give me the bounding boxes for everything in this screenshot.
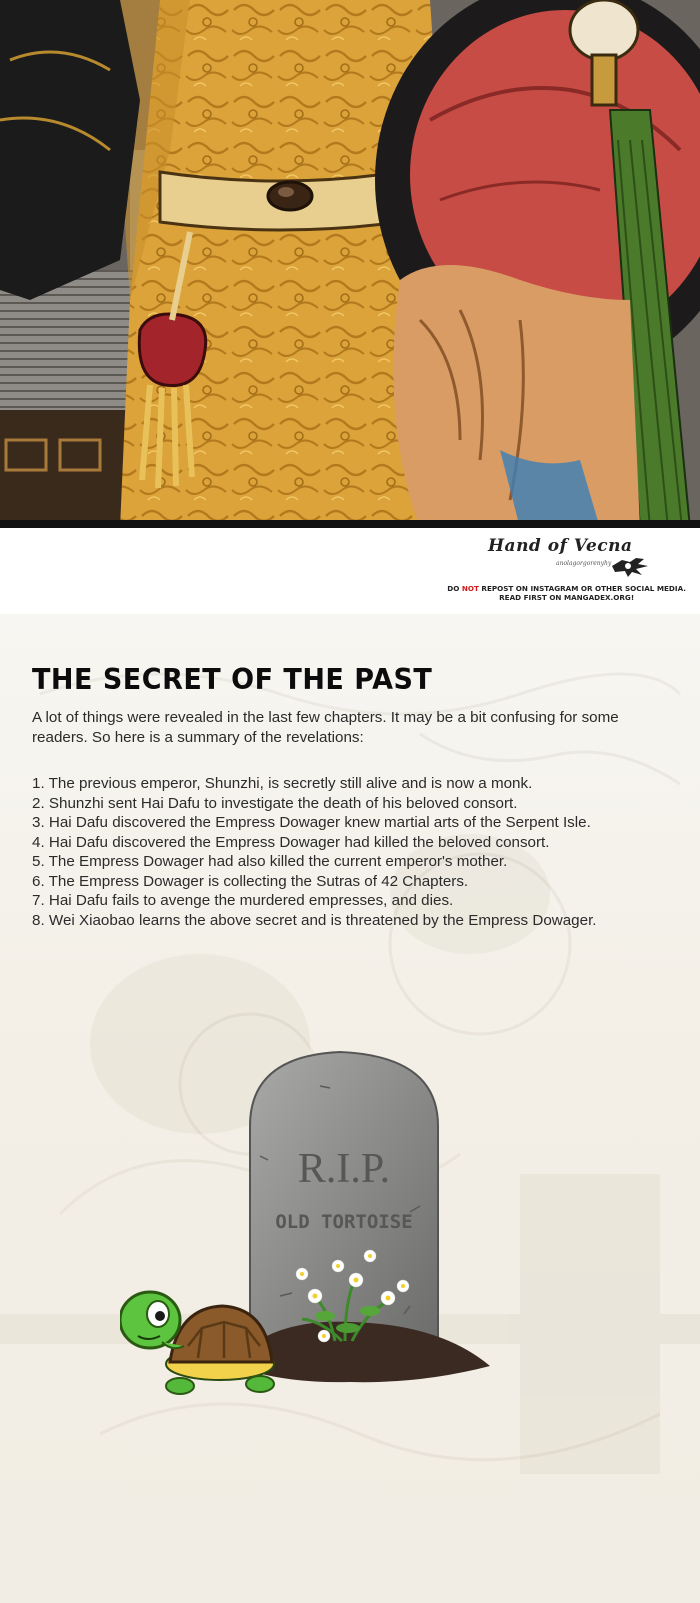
repost-notice	[447, 584, 686, 602]
hand-icon	[488, 536, 658, 586]
list-item: 7. Hai Dafu fails to avenge the murdered empresses, and dies.	[32, 892, 454, 909]
tombstone-illustration	[120, 1046, 500, 1406]
group-logo	[488, 536, 658, 586]
notice-text: REPOST ON INSTAGRAM OR OTHER SOCIAL MEDIA.	[481, 584, 686, 593]
group-name: Hand of Vecna	[488, 536, 633, 556]
tombstone-rip-text: R.I.P.	[297, 1146, 391, 1192]
notice-line-1	[447, 584, 686, 593]
list-item: 1. The previous emperor, Shunzhi, is secretly still alive and is now a monk.	[32, 775, 533, 792]
notice-highlight: NOT	[461, 584, 479, 593]
list-item: 8. Wei Xiaobao learns the above secret and is threatened by the Empress Dowager.	[32, 911, 597, 929]
revelations-list	[32, 774, 682, 930]
list-item: 5. The Empress Dowager had also killed the current emperor's mother.	[32, 853, 508, 870]
gravestone	[250, 1052, 438, 1346]
page-title: THE SECRET OF THE PAST	[32, 664, 433, 697]
panel-artwork	[0, 0, 700, 528]
list-item: 3. Hai Dafu discovered the Empress Dowager knew martial arts of the Serpent Isle.	[32, 814, 591, 831]
intro-paragraph: A lot of things were revealed in the last few chapters. It may be a bit confusing for some readers. So here is a summary of the revelations:	[32, 709, 619, 746]
list-item: 6. The Empress Dowager is collecting the Sutras of 42 Chapters.	[32, 872, 469, 890]
manga-panel	[0, 0, 700, 528]
notice-prefix: DO	[447, 584, 460, 593]
tombstone-name-text: OLD TORTOISE	[275, 1211, 413, 1233]
group-tagline: anolagorgorenyhy	[556, 560, 612, 567]
notice-line-2: READ FIRST ON MANGADEX.ORG!	[499, 593, 635, 602]
scanlation-credit-banner	[0, 528, 700, 614]
list-item: 4. Hai Dafu discovered the Empress Dowager had killed the beloved consort.	[32, 833, 550, 851]
list-item: 2. Shunzhi sent Hai Dafu to investigate the death of his beloved consort.	[32, 794, 518, 812]
